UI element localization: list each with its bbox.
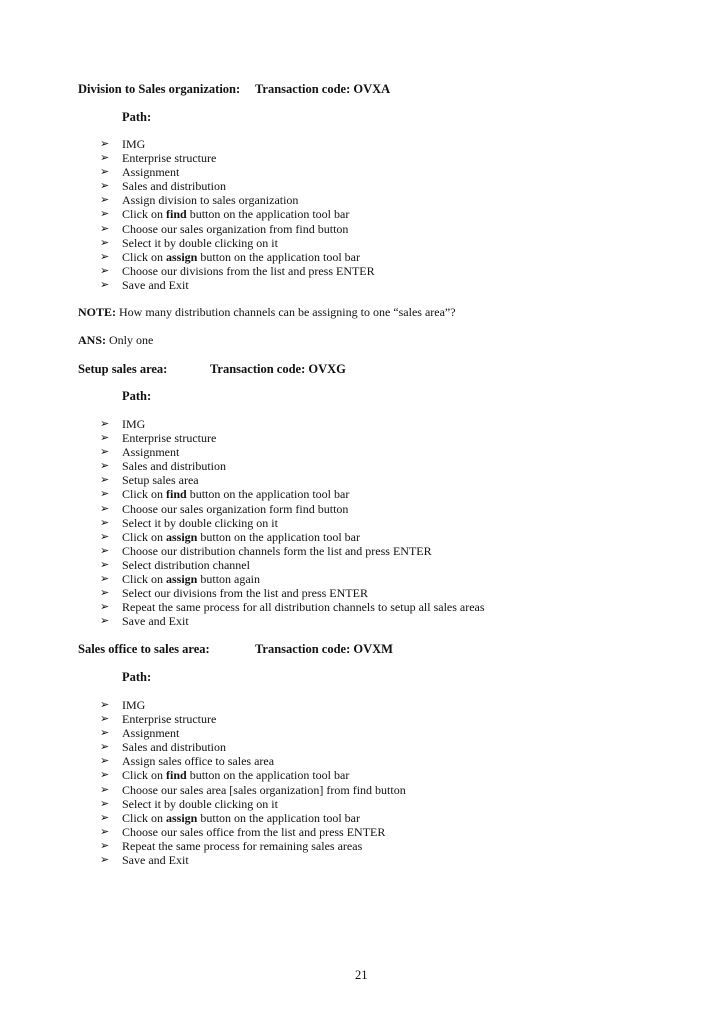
arrowhead-bullet-icon: ➢ bbox=[100, 810, 110, 824]
step-text: Save and Exit bbox=[122, 277, 189, 292]
step-text: Click on bbox=[122, 249, 166, 264]
step-text: Assign sales office to sales area bbox=[122, 754, 275, 769]
path-step bbox=[0, 264, 375, 278]
path-step bbox=[0, 165, 375, 179]
step-text: Click on bbox=[122, 487, 166, 502]
arrowhead-bullet-icon: ➢ bbox=[100, 221, 110, 235]
arrowhead-bullet-icon: ➢ bbox=[100, 473, 110, 487]
path-step bbox=[0, 544, 485, 558]
path-step bbox=[0, 698, 406, 712]
step-keyword: assign bbox=[166, 572, 198, 587]
path-step bbox=[0, 853, 406, 867]
step-text: Choose our sales organization form find button bbox=[122, 501, 349, 516]
answer-text: Only one bbox=[106, 333, 154, 347]
step-text: IMG bbox=[122, 417, 146, 431]
arrowhead-bullet-icon: ➢ bbox=[100, 768, 110, 782]
step-text: Assignment bbox=[122, 726, 180, 741]
path-step bbox=[0, 726, 406, 740]
arrowhead-bullet-icon: ➢ bbox=[100, 417, 110, 430]
path-step bbox=[0, 839, 406, 853]
arrowhead-bullet-icon: ➢ bbox=[100, 600, 110, 614]
step-text: Assignment bbox=[122, 165, 180, 180]
arrowhead-bullet-icon: ➢ bbox=[100, 515, 110, 529]
step-text: IMG bbox=[122, 698, 146, 712]
step-text: Assignment bbox=[122, 445, 180, 460]
arrowhead-bullet-icon: ➢ bbox=[100, 235, 110, 249]
step-text: IMG bbox=[122, 137, 146, 151]
path-step bbox=[0, 811, 406, 825]
step-text: Sales and distribution bbox=[122, 740, 226, 755]
path-step bbox=[0, 250, 375, 264]
path-step bbox=[0, 572, 485, 586]
arrowhead-bullet-icon: ➢ bbox=[100, 543, 110, 557]
section-title: Setup sales area: bbox=[78, 362, 168, 376]
arrowhead-bullet-icon: ➢ bbox=[100, 726, 110, 740]
step-text: Assign division to sales organization bbox=[122, 193, 299, 208]
path-step bbox=[0, 502, 485, 516]
path-step bbox=[0, 825, 406, 839]
step-text: Save and Exit bbox=[122, 853, 189, 868]
arrowhead-bullet-icon: ➢ bbox=[100, 853, 110, 867]
step-keyword: find bbox=[166, 207, 187, 222]
step-text: Enterprise structure bbox=[122, 431, 217, 446]
step-text: Select it by double clicking on it bbox=[122, 235, 278, 250]
step-text: Select distribution channel bbox=[122, 557, 250, 572]
step-text-suffix: button again bbox=[197, 572, 261, 587]
arrowhead-bullet-icon: ➢ bbox=[100, 207, 110, 221]
path-step bbox=[0, 137, 375, 151]
arrowhead-bullet-icon: ➢ bbox=[100, 501, 110, 515]
arrowhead-bullet-icon: ➢ bbox=[100, 698, 110, 711]
transaction-code: Transaction code: OVXG bbox=[210, 362, 346, 376]
path-step bbox=[0, 459, 485, 473]
path-label: Path: bbox=[122, 389, 152, 403]
path-steps-list bbox=[0, 698, 406, 867]
step-text: Sales and distribution bbox=[122, 179, 226, 194]
path-step bbox=[0, 558, 485, 572]
step-text-suffix: button on the application tool bar bbox=[197, 249, 360, 264]
step-text: Setup sales area bbox=[122, 473, 199, 488]
path-steps-list bbox=[0, 417, 485, 628]
step-text: Click on bbox=[122, 572, 166, 587]
arrowhead-bullet-icon: ➢ bbox=[100, 557, 110, 571]
transaction-code: Transaction code: OVXA bbox=[255, 82, 391, 96]
section-heading-division-to-sales-org bbox=[78, 82, 391, 97]
arrowhead-bullet-icon: ➢ bbox=[100, 249, 110, 263]
note-text: How many distribution channels can be assigning to one “sales area”? bbox=[116, 305, 456, 319]
step-text: Select it by double clicking on it bbox=[122, 515, 278, 530]
step-text: Choose our sales area [sales organization] from find button bbox=[122, 782, 406, 797]
section-heading-sales-office-to-sales-area bbox=[78, 642, 393, 657]
answer-paragraph bbox=[78, 333, 153, 348]
note-label: NOTE: bbox=[78, 305, 117, 319]
path-step bbox=[0, 768, 406, 782]
arrowhead-bullet-icon: ➢ bbox=[100, 614, 110, 628]
step-keyword: assign bbox=[166, 249, 198, 264]
step-text: Choose our distribution channels form the list and press ENTER bbox=[122, 543, 432, 558]
step-keyword: assign bbox=[166, 810, 198, 825]
path-step bbox=[0, 586, 485, 600]
path-step bbox=[0, 614, 485, 628]
step-text-suffix: button on the application tool bar bbox=[197, 529, 360, 544]
path-step bbox=[0, 740, 406, 754]
step-text: Repeat the same process for remaining sales areas bbox=[122, 838, 363, 853]
arrowhead-bullet-icon: ➢ bbox=[100, 796, 110, 810]
path-step bbox=[0, 445, 485, 459]
page-number: 21 bbox=[355, 968, 368, 982]
step-text-suffix: button on the application tool bar bbox=[197, 810, 360, 825]
step-text: Choose our sales organization from find button bbox=[122, 221, 349, 236]
step-text: Select it by double clicking on it bbox=[122, 796, 278, 811]
arrowhead-bullet-icon: ➢ bbox=[100, 459, 110, 473]
arrowhead-bullet-icon: ➢ bbox=[100, 782, 110, 796]
step-text-suffix: button on the application tool bar bbox=[186, 207, 350, 222]
step-text: Enterprise structure bbox=[122, 151, 217, 166]
path-label: Path: bbox=[122, 670, 152, 684]
arrowhead-bullet-icon: ➢ bbox=[100, 487, 110, 501]
step-text: Choose our sales office from the list and press ENTER bbox=[122, 824, 386, 839]
arrowhead-bullet-icon: ➢ bbox=[100, 179, 110, 193]
path-step bbox=[0, 797, 406, 811]
arrowhead-bullet-icon: ➢ bbox=[100, 586, 110, 600]
arrowhead-bullet-icon: ➢ bbox=[100, 572, 110, 586]
arrowhead-bullet-icon: ➢ bbox=[100, 445, 110, 459]
arrowhead-bullet-icon: ➢ bbox=[100, 754, 110, 768]
step-text: Click on bbox=[122, 768, 166, 783]
path-step bbox=[0, 151, 375, 165]
arrowhead-bullet-icon: ➢ bbox=[100, 431, 110, 445]
path-step bbox=[0, 431, 485, 445]
path-step bbox=[0, 207, 375, 221]
arrowhead-bullet-icon: ➢ bbox=[100, 838, 110, 852]
step-keyword: find bbox=[166, 768, 187, 783]
path-step bbox=[0, 278, 375, 292]
path-step bbox=[0, 193, 375, 207]
step-text: Save and Exit bbox=[122, 614, 189, 629]
answer-label: ANS: bbox=[78, 333, 107, 347]
arrowhead-bullet-icon: ➢ bbox=[100, 712, 110, 726]
path-step bbox=[0, 600, 485, 614]
path-step bbox=[0, 754, 406, 768]
section-title: Division to Sales organization: bbox=[78, 82, 241, 96]
arrowhead-bullet-icon: ➢ bbox=[100, 137, 110, 150]
path-step bbox=[0, 783, 406, 797]
path-step bbox=[0, 179, 375, 193]
step-text: Enterprise structure bbox=[122, 712, 217, 727]
path-step bbox=[0, 487, 485, 501]
path-label: Path: bbox=[122, 110, 152, 124]
path-steps-list bbox=[0, 137, 375, 292]
path-step bbox=[0, 516, 485, 530]
path-step bbox=[0, 712, 406, 726]
arrowhead-bullet-icon: ➢ bbox=[100, 151, 110, 165]
note-paragraph bbox=[78, 305, 456, 320]
step-text-suffix: button on the application tool bar bbox=[186, 768, 350, 783]
step-keyword: find bbox=[166, 487, 187, 502]
step-text: Click on bbox=[122, 810, 166, 825]
arrowhead-bullet-icon: ➢ bbox=[100, 263, 110, 277]
step-text: Select our divisions from the list and press ENTER bbox=[122, 586, 368, 601]
path-step bbox=[0, 222, 375, 236]
path-step bbox=[0, 473, 485, 487]
step-text: Click on bbox=[122, 207, 166, 222]
step-text: Choose our divisions from the list and press ENTER bbox=[122, 263, 375, 278]
step-text: Click on bbox=[122, 529, 166, 544]
arrowhead-bullet-icon: ➢ bbox=[100, 529, 110, 543]
arrowhead-bullet-icon: ➢ bbox=[100, 193, 110, 207]
transaction-code: Transaction code: OVXM bbox=[255, 642, 393, 656]
path-step bbox=[0, 236, 375, 250]
arrowhead-bullet-icon: ➢ bbox=[100, 824, 110, 838]
arrowhead-bullet-icon: ➢ bbox=[100, 277, 110, 291]
arrowhead-bullet-icon: ➢ bbox=[100, 165, 110, 179]
path-step bbox=[0, 417, 485, 431]
step-text: Sales and distribution bbox=[122, 459, 226, 474]
step-keyword: assign bbox=[166, 529, 198, 544]
path-step bbox=[0, 530, 485, 544]
arrowhead-bullet-icon: ➢ bbox=[100, 740, 110, 754]
step-text: Repeat the same process for all distribution channels to setup all sales areas bbox=[122, 600, 485, 615]
section-title: Sales office to sales area: bbox=[78, 642, 210, 656]
step-text-suffix: button on the application tool bar bbox=[186, 487, 350, 502]
section-heading-setup-sales-area bbox=[78, 362, 346, 377]
